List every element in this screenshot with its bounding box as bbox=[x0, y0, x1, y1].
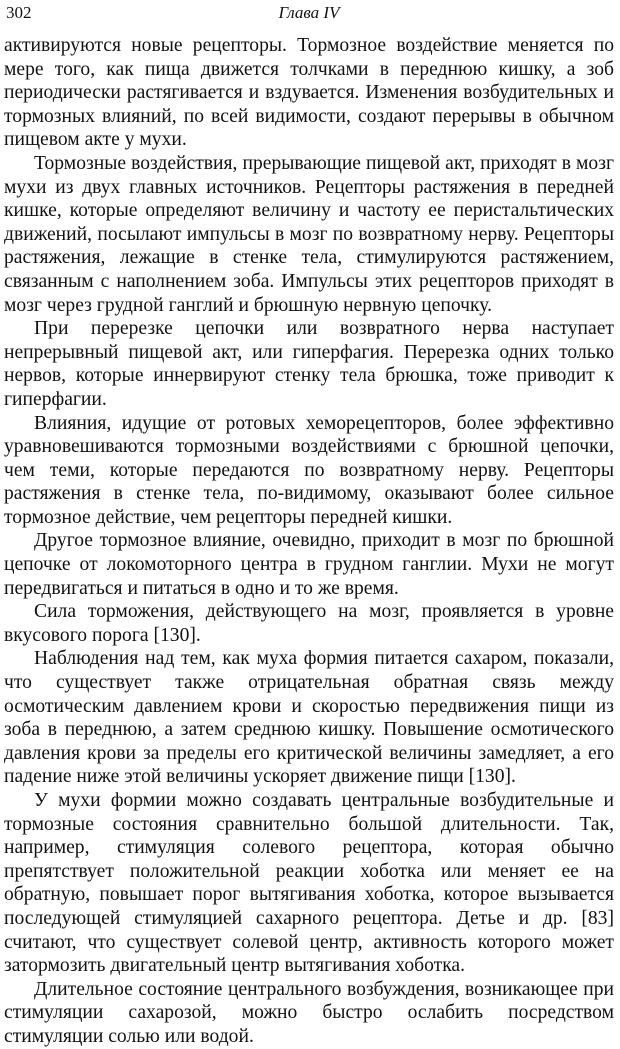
paragraph: Сила торможения, действующего на мозг, проявляется в уровне вкусового порога [130]. bbox=[4, 601, 614, 646]
paragraph: Длительное состояние центрального возбуждения, возникающее при стимуляции сахарозой, можно быстро ослабить посредством стимуляции солью или водой. bbox=[4, 978, 614, 1047]
chapter-title: Глава IV bbox=[278, 3, 340, 22]
page-number: 302 bbox=[6, 3, 32, 22]
paragraph: У мухи формии можно создавать центральные возбудительные и тормозные состояния сравнительно большой длительности. Так, например, стимуляция солевого рецептора, которая обычно препятствует положительной реакции хоботка или меняет ее на обратную, повышает порог вытягивания хоботка, которое вызывается последующей стимуляцией сахарного рецептора. Детье и др. [83] считают, что существует солевой центр, активность которого может затормозить двигательный центр вытягивания хоботка. bbox=[4, 790, 614, 977]
paragraph: При перерезке цепочки или возвратного нерва наступает непрерывный пищевой акт, или гиперфагия. Перерезка одних только нервов, которые иннервируют стенку тела брюшка, тоже приводит к гиперфагии. bbox=[4, 318, 614, 410]
body-text bbox=[4, 34, 614, 1049]
paragraph: Тормозные воздействия, прерывающие пищевой акт, приходят в мозг мухи из двух главных источников. Рецепторы растяжения в передней кишке, которые определяют величину и частоту ее перистальтических движений, посылают импульсы в мозг по возвратному нерву. Рецепторы растяжения, лежащие в стенке тела, стимулируются растяжением, связанным с наполнением зоба. Импульсы этих рецепторов приходят в мозг через грудной ганглий и брюшную нервную цепочку. bbox=[4, 152, 614, 316]
paragraph: Наблюдения над тем, как муха формия питается сахаром, показали, что существует также отрицательная обратная связь между осмотическим давлением крови и скоростью передвижения пищи из зоба в переднюю, а затем среднюю кишку. Повышение осмотического давления крови за пределы его критической величины замедляет, а его падение ниже этой величины ускоряет движение пищи [130]. bbox=[4, 648, 614, 788]
paragraph: Влияния, идущие от ротовых хеморецепторов, более эффективно уравновешиваются тормозными воздействиями с брюшной цепочки, чем теми, которые передаются по возвратному нерву. Рецепторы растяжения в стенке тела, по-видимому, оказывают более сильное тормозное действие, чем рецепторы передней кишки. bbox=[4, 412, 614, 528]
running-head bbox=[4, 0, 614, 34]
paragraph: активируются новые рецепторы. Тормозное воздействие меняется по мере того, как пища движется толчками в переднюю кишку, а зоб периодически растягивается и вздувается. Изменения возбудительных и тормозных влияний, по всей видимости, создают перерывы в обычном пищевом акте у мухи. bbox=[4, 35, 614, 151]
paragraph: Другое тормозное влияние, очевидно, приходит в мозг по брюшной цепочке от локомоторного центра в грудном ганглии. Мухи не могут передвигаться и питаться в одно и то же время. bbox=[4, 530, 614, 599]
